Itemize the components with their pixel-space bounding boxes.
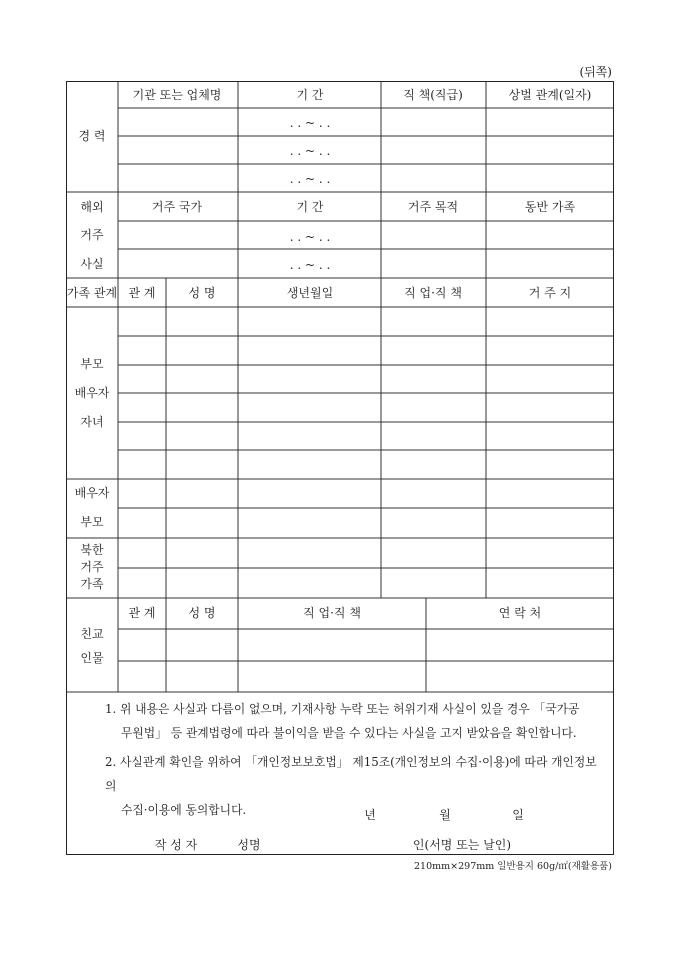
overseas-header-period: 기 간 — [296, 200, 324, 214]
overseas-period-2: . . ~ . . — [289, 258, 331, 272]
career-header-award: 상벌 관계(일자) — [508, 88, 592, 102]
family-group2-parents: 부모 — [80, 515, 104, 529]
statement-item-2 — [105, 750, 605, 822]
overseas-label-3: 사실 — [80, 257, 104, 271]
overseas-label-1: 해외 — [80, 200, 104, 214]
career-header-org: 기관 또는 업체명 — [132, 88, 222, 102]
acq-header-occupation: 직 업·직 책 — [303, 606, 361, 620]
family-header-relation: 관 계 — [128, 286, 156, 300]
page-side-label: (뒤쪽) — [579, 65, 612, 79]
overseas-header-family: 동반 가족 — [524, 200, 576, 214]
career-period-2: . . ~ . . — [289, 144, 331, 158]
date-day-label: 일 — [512, 808, 524, 822]
family-group2-spouse: 배우자 — [74, 486, 110, 500]
family-group3-line3: 가족 — [80, 577, 104, 591]
overseas-header-country: 거주 국가 — [151, 200, 203, 214]
career-header-position: 직 책(직급) — [403, 88, 463, 102]
acq-header-contact: 연 락 처 — [498, 606, 542, 620]
overseas-header-purpose: 거주 목적 — [407, 200, 459, 214]
career-header-period: 기 간 — [296, 88, 324, 102]
overseas-period-1: . . ~ . . — [289, 230, 331, 244]
career-section-label: 경 력 — [78, 129, 106, 143]
acq-label-2: 인물 — [80, 651, 104, 665]
family-header-occupation: 직 업·직 책 — [404, 286, 462, 300]
family-group3-line2: 거주 — [80, 560, 104, 574]
statement-item-1-line-2: 무원법」 등 관계법령에 따라 불이익을 받을 수 있다는 사실을 고지 받았음을 확인합니다. — [121, 726, 577, 740]
overseas-label-2: 거주 — [80, 228, 104, 242]
acq-header-name: 성 명 — [188, 606, 216, 620]
statement-item-2-line-1: 2. 사실관계 확인을 위하여 「개인정보보호법」 제15조(개인정보의 수집·이용)에 따라 개인정보의 — [105, 755, 597, 793]
family-header-birthdate: 생년월일 — [286, 286, 334, 300]
statement-item-1-line-1: 1. 위 내용은 사실과 다름이 없으며, 기재사항 누락 또는 허위기재 사실이 있을 경우 「국가공 — [105, 702, 580, 716]
acq-label-1: 친교 — [80, 627, 104, 641]
signature-seal-label: 인(서명 또는 날인) — [412, 838, 512, 852]
family-header-residence: 거 주 지 — [528, 286, 572, 300]
acq-header-relation: 관 계 — [128, 606, 156, 620]
statement-item-1 — [105, 697, 605, 745]
family-header-name: 성 명 — [188, 286, 216, 300]
family-header-relation-group: 가족 관계 — [66, 286, 118, 300]
writer-label: 작 성 자 — [154, 838, 198, 852]
date-year-label: 년 — [364, 808, 376, 822]
career-period-3: . . ~ . . — [289, 172, 331, 186]
statement-item-2-line-2: 수집·이용에 동의합니다. — [121, 803, 247, 817]
writer-name-label: 성명 — [237, 838, 261, 852]
family-group1-parents: 부모 — [80, 357, 104, 371]
paper-spec-note: 210mm×297mm 일반용지 60g/㎡(재활용품) — [414, 861, 612, 872]
family-group3-line1: 북한 — [80, 543, 104, 557]
family-group1-children: 자녀 — [80, 415, 104, 429]
family-group1-spouse: 배우자 — [74, 386, 110, 400]
date-month-label: 월 — [439, 808, 451, 822]
career-period-1: . . ~ . . — [289, 116, 331, 130]
